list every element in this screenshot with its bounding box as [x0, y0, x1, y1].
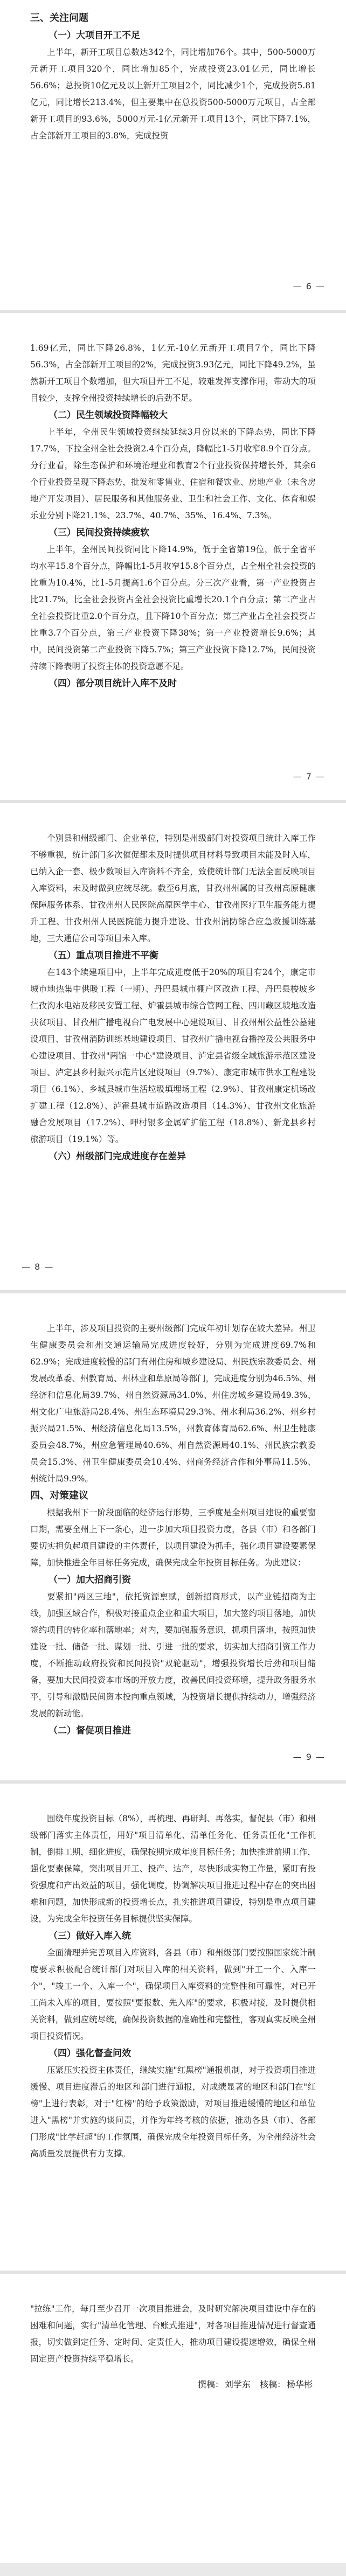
subheading-large-projects: （一）大项目开工不足	[49, 30, 140, 41]
paragraph-department-progress: 上半年，涉及项目投资的主要州级部门完成年初计划存在较大差异。州卫生健康委员会和州交通运输局完成进度较好，分别为完成进度69.7%和62.9%；完成进度较慢的部门有州住房和城乡建设局、州民族宗教委员会、州发展改革委、州教育局、州林业和草原局等部门，完成进度分别为46.5%、州经济和信息化局39.7%、州自然资源局34.0%、州住房城乡建设局49.3%、州文化广电旅游局28.4%、州生态环境局29.3%、州水利局36.2%、州乡村振兴局21.5%、州经济信息化局13.5%，州教育体育局62.6%、州卫生健康委员会48.7%，州应急管理局40.6%、州自然资源局40.1%、州民族宗教委员会15.3%、州卫生健康委员会10.4%、州商务经济合作和外事局11.5%、州统计局9.9%。	[30, 1324, 316, 1484]
paragraph-large-projects: 上半年，新开工项目总数达342个，同比增加76个。其中，500-5000万元新开工项目320个，同比增加85个，完成投资23.01亿元，同比增长56.6%；总投资10亿元及以上新开工项目2个，同比减少1个，完成投资5.81亿元，同比增长213.4%，但主要集中在总投资500-5000万元项目，占全部新开工项目的93.6%，5000万元-1亿元新开工项目13个，同比下降7.1%，占全部新开工项目的3.8%，完成投资	[30, 47, 316, 141]
paragraph-supervision: 压紧压实投资主体责任，继续实施"红黑榜"通报机制，对于投资项目推进缓慢、项目进度滞后的地区和部门进行通报，对成绩显著的地区和部门在"红榜"上进行表彰，对于"红榜"的给予政策激励，对项目推进缓慢的地区和单位进入"黑榜"并实施约谈问责，并作为年终考核的依据，推动各县（市）、各部门形成"比学赶超"的工作氛围，确保完成全年投资目标任务，为全州经济社会高质量发展提供有力支撑。	[30, 2065, 316, 2159]
page-number: — 9 —	[293, 1752, 324, 1762]
section-heading-concerns: 三、关注问题	[30, 12, 88, 24]
paragraph-key-projects: 在143个续建项目中，上半年完成进度低于20%的项目有24个，康定市城市地热集中供暖工程（一期）、丹巴县城市棚户区改造工程、丹巴县梭坡乡仁孜沟水电站及移民安置工程、炉霍县城市综合管网工程、四川藏区坡地改造扶贫项目、甘孜州广播电视台广电发展中心建设项目、甘孜州州公益性公墓建设项目、甘孜州消防训练基地建设项目、甘孜州广播电视台播控及公共服务中心建设项目、甘孜州"两馆一中心"建设项目、泸定县省级全域旅游示范区建设项目、泸定县乡村振兴示范片区建设项目（9.7%）、康定市城市供水工程建设项目（6.1%）、乡城县城市生活垃圾填埋场工程（2.9%）、甘孜州康定机场改扩建工程（12.8%）、泸霍县城市道路改造项目（14.3%）、甘孜州文化旅游融合发展项目（17.2%）、呷村银多金属矿扩能工程（18.8%）、新龙县乡村旅游项目（19.1%）等。	[30, 967, 316, 1144]
paragraph-investment-attraction: 要紧扣"两区三地"，依托资源禀赋，创新招商形式，以产业链招商为主线，加强区域合作，积极对接重点企业和重大项目，加大签约项目落地，加快签约项目的转化率和落地率；对内，要加强服务意识，抓项目落地，按照加快建设一批、储备一批、谋划一批、引进一批的要求，切实加大招商引资工作力度，不断推动政府投资和民间投资"双轮驱动"，增强投资增长后劲和项目储备，要加大民间投资本市场的开放力度，改善民间投资环境，提升政务服务水平，引导和激励民间资本投向重点领域，为投资增长提供持续动力，增强经济发展的新动能。	[30, 1592, 316, 1718]
document-page-9	[0, 1290, 346, 1780]
subheading-investment-attraction: （一）加大招商引资	[49, 1575, 131, 1585]
paragraph-livelihood-investment: 上半年，全州民生领域投资继续延续3月份以来的下降态势，同比下降17.7%，下拉全州全社会投资2.4个百分点，降幅比1-5月收窄8.9个百分点。分行业看，除生态保护和环境治理业和教育2个行业投资保持增长外，其余6个行业投资呈现下降态势，批发和零售业、住宿和餐饮业、房地产业（未含房地产开发项目）、居民服务和其他服务业、卫生和社会工作、文化、体育和娱乐业分别下降21.1%、23.7%、40.7%、35%、16.4%、7.3%。	[30, 427, 316, 520]
subheading-supervision: （四）强化督查问效	[49, 2048, 131, 2059]
author-label: 撰稿：	[197, 2379, 224, 2390]
reviewer-name: 杨华彬	[286, 2379, 313, 2390]
paragraph-database-entry: 全面清理并完善项目入库资料，各县（市）和州级部门要按照国家统计制度要求积极配合统计部门对项目入库的相关资料，做到"开工一个、入库一个"，"竣工一个、入库一个"，确保项目入库资料的完整性和可靠性，对已开工尚未入库的项目，要按照"要报数、先入库"的要求，积极对接，及时提供相关资料，做到应统尽统，确保投资数据的准确性和完整性，客观真实反映全州项目投资情况。	[30, 1948, 316, 2041]
paragraph-private-investment: 上半年，全州民间投资同比下降14.9%，低于全省第19位，低于全省平均水平15.8个百分点，降幅比1-5月收窄15.8个百分点，占全州全社会投资的比重为10.4%，比1-5月提高1.6个百分点。分三次产业看，第一产业投资占比21.7%，比全社会投资占全社会投资比重增长20.1个百分点；第二产业占全社会投资比重2.0个百分点，且下降10个百分点；第三产业占全社会投资占比重3.7个百分点，第三产业投资下降38%；第一产业投资增长9.6%；其中，民间投资第二产业投资下降5.7%；第三产业投资下降12.7%，民间投资持续下降表明了投资主体的投资意愿不足。	[30, 545, 316, 671]
subheading-project-promotion: （二）督促项目推进	[49, 1725, 131, 1736]
paragraph-supervision-continued: "拉练"工作，每月至少召开一次项目推进会，及时研究解决项目建设中存在的困难和问题，实行"清单化管理、台账式推进"，对各项目推进情况进行督查通报，切实做到定任务、定时间、定责任人，推动项目建设提速增效，确保全州固定资产投资持续平稳增长。	[30, 2304, 316, 2364]
page-number: — 7 —	[293, 771, 324, 782]
page-number: — 6 —	[293, 281, 324, 291]
document-page-10	[0, 1780, 346, 2271]
paragraph-project-promotion: 围绕年度投资目标（8%），再梳理、再研判、再落实，督促县（市）和州级部门落实主体责任，用好"项目清单化、清单任务化、任务责任化"工作机制，倒排工期，细化进度，确保按期完成年度目标任务；加快推进前期工作，强化要素保障，突出项目开工、投产、达产，尽快形成实物工作量，紧盯有投资强度和产出效益的项目，强化调度，协调解决项目推进过程中存在的突出困难和问题，加快形成新的投资增长点，扎实推进项目建设，特别是重点项目建设，为完成全年投资任务目标提供坚实保障。	[30, 1814, 316, 1924]
subheading-private-investment: （三）民间投资持续疲软	[49, 527, 149, 538]
subheading-database-entry: （三）做好入库入统	[49, 1931, 131, 1941]
paragraph-suggestions-intro: 根据我州下一阶段面临的经济运行形势，三季度是全州项目建设的重要窗口期，需要全州上下一条心，进一步加大项目投资力度，各县（市）和各部门要切实担负起项目建设的主体责任，以项目建设为抓手，强化项目建设要素保障，加快推进全年目标任务完成，确保完成全年投资目标任务。为此建议：	[30, 1508, 316, 1568]
subheading-livelihood-investment: （二）民生领域投资降幅较大	[49, 410, 168, 421]
subheading-statistics-entry: （四）部分项目统计入库不及时	[49, 678, 177, 689]
paragraph-statistics-entry: 个别县和州级部门、企业单位，特别是州级部门对投资项目统计入库工作不够重视，统计部门多次催促都未及时提供项目材料导致项目未能及时入库，已纳入企一套、极少数项目入库资料不齐全，致使统计部门无法全面反映项目入库资料，未及时做到应统尽统。截至6月底，甘孜州州属的甘孜州高原健康保障服务体系、甘孜州州人民医院高原医学中心、甘孜州医疗卫生服务能力提升工程、甘孜州州人民医院能力提升建设、甘孜州消防综合应急救援训练基地，三大通信公司等项目未入库。	[30, 833, 316, 943]
document-page-6	[0, 0, 346, 310]
section-heading-suggestions: 四、对策建议	[30, 1490, 88, 1501]
reviewer-label: 核稿：	[259, 2379, 286, 2390]
document-page-11	[0, 2271, 346, 2563]
subheading-department-progress: （六）州级部门完成进度存在差异	[49, 1151, 186, 1162]
subheading-key-projects: （五）重点项目推进不平衡	[49, 950, 158, 961]
document-page-8	[0, 800, 346, 1290]
page-number: — 8 —	[22, 1262, 53, 1272]
paragraph-large-projects-continued: 1.69亿元，同比下降26.8%，1亿元-10亿元新开工项目7个，同比下降56.3%，占全部新开工项目的2%，完成投资3.93亿元，同比下降49.2%，虽然新开工项目个数增加，但大项目开工不足，较难发挥支撑作用，带动大的项目较少，支撑全州投资持续增长的后劲不足。	[30, 343, 316, 403]
author-name: 刘学东	[224, 2379, 251, 2390]
document-page-7	[0, 310, 346, 800]
signature-line	[30, 2376, 316, 2393]
